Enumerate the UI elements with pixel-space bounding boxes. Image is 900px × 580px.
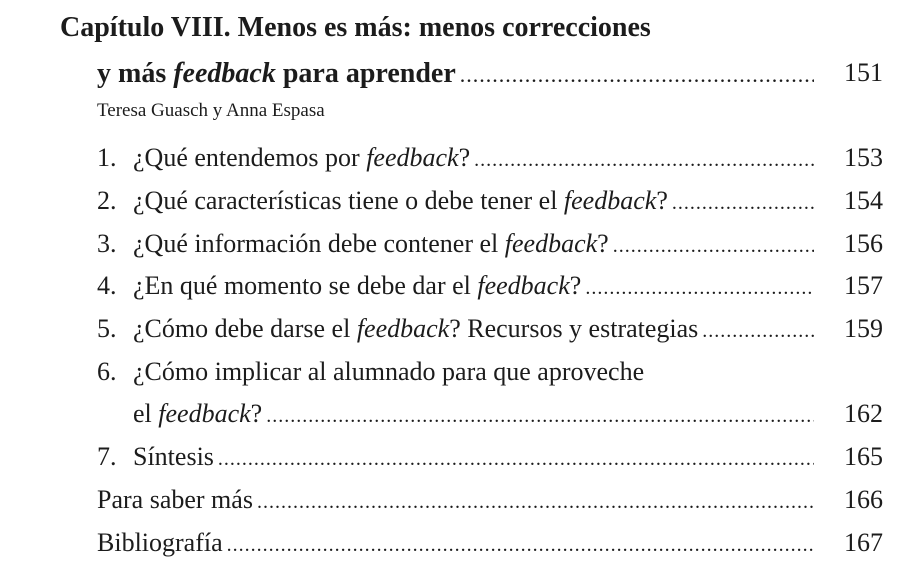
toc-entry-1-page: 153 (844, 143, 883, 172)
toc-entry-2: 2. ¿Qué características tiene o debe tener el feedback? ..... (97, 186, 814, 216)
toc-entry-4: 4. ¿En qué momento se debe dar el feedback? ..... (97, 271, 814, 301)
leader-dots (266, 405, 814, 428)
leader-dots (474, 149, 814, 172)
toc-entry-4-page: 157 (844, 271, 883, 300)
toc-entry-5-page: 159 (844, 314, 883, 343)
leader-dots (672, 192, 814, 215)
leader-dots (585, 277, 814, 300)
toc-entry-para-saber-mas-page: 166 (844, 485, 883, 514)
chapter-title-line2-text: y más feedback para aprender (97, 58, 456, 89)
leader-dots (257, 491, 814, 514)
toc-entry-7-page: 165 (844, 442, 883, 471)
leader-dots (227, 534, 814, 557)
toc-entry-bibliografia: Bibliografía ..... (97, 528, 814, 558)
toc-entry-2-page: 154 (844, 186, 883, 215)
toc-entry-7: 7. Síntesis ..... (97, 442, 814, 472)
chapter-title-line1: Capítulo VIII. Menos es más: menos correcciones (60, 12, 651, 43)
toc-entry-5: 5. ¿Cómo debe darse el feedback? Recursos y estrategias ..... (97, 314, 814, 344)
chapter-authors: Teresa Guasch y Anna Espasa (97, 100, 325, 121)
toc-entry-1: 1. ¿Qué entendemos por feedback? ..... (97, 143, 814, 173)
toc-entry-6-line1: 6. ¿Cómo implicar al alumnado para que aproveche (97, 357, 645, 386)
toc-entry-3: 3. ¿Qué información debe contener el feedback? ..... (97, 229, 814, 259)
toc-entry-bibliografia-page: 167 (844, 528, 883, 557)
chapter-title-line2 (97, 58, 814, 90)
toc-entry-3-page: 156 (844, 229, 883, 258)
toc-entry-6-page: 162 (844, 399, 883, 428)
toc-entry-para-saber-mas: Para saber más ..... (97, 485, 814, 515)
leader-dots (613, 235, 814, 258)
leader-dots (460, 62, 814, 88)
leader-dots (702, 320, 814, 343)
leader-dots (218, 448, 814, 471)
toc-entry-6-line2: el feedback? ..... (133, 399, 814, 429)
chapter-page-number: 151 (844, 58, 883, 87)
